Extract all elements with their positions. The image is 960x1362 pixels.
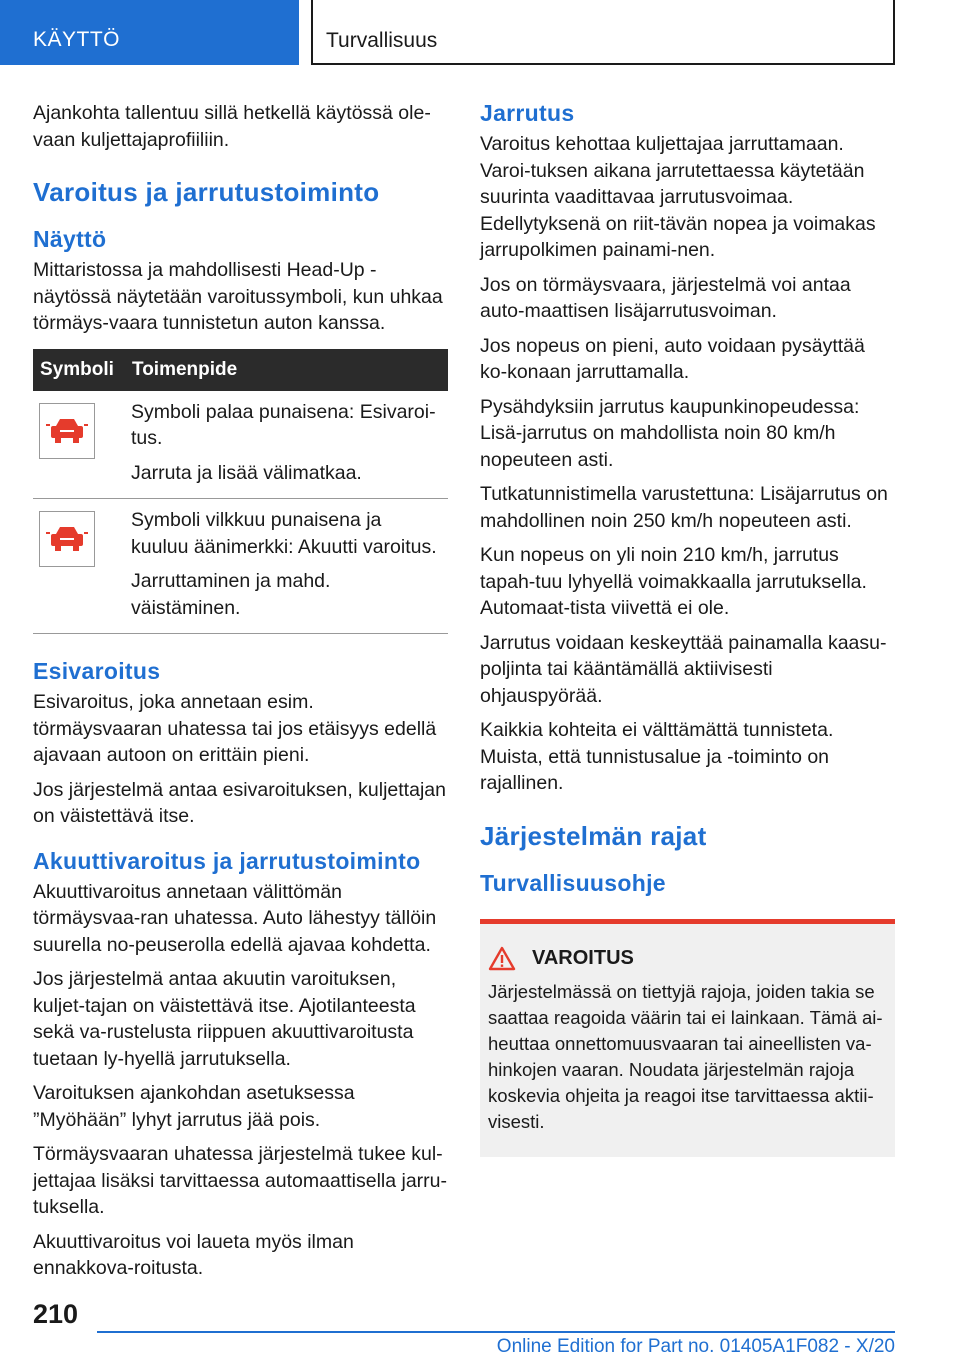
braking-text: Jarrutus voidaan keskeyttää painamalla kaasu-poljinta tai kääntämällä aktiivisesti ohjauspyörää. bbox=[480, 631, 887, 707]
table-row bbox=[33, 391, 448, 499]
page-number: 210 bbox=[33, 1299, 79, 1329]
car-warning-icon bbox=[39, 511, 95, 567]
braking-heading: Jarrutus bbox=[480, 100, 575, 126]
acute-warning-text: Törmäysvaaran uhatessa järjestelmä tukee kul-jettajaa lisäksi tarvittaessa automaattisella jarru-tuksella. bbox=[33, 1143, 448, 1218]
symbol-table bbox=[33, 349, 448, 635]
acute-warning-text: Akuuttivaroitus annetaan välittömän törmäysvaa-ran uhatessa. Auto lähestyy tällöin suurella no-peuserolla edellä ajavaa kohdetta. bbox=[33, 880, 437, 956]
table-header-action: Toimenpide bbox=[125, 349, 448, 391]
table-cell-text: Jarruta ja lisää välimatkaa. bbox=[131, 461, 362, 484]
car-warning-icon bbox=[39, 403, 95, 459]
footer-divider bbox=[97, 1331, 895, 1333]
braking-text: Varoitus kehottaa kuljettajaa jarruttamaan. Varoi-tuksen aikana jarrutettaessa käytetään suurinta vaadittavaa jarrutusvoimaa. Edellytyksenä on riit-tävän nopea ja voimakas jarrupolkimen painami-nen. bbox=[480, 133, 876, 261]
table-header-symbol: Symboli bbox=[33, 349, 125, 391]
table-cell-text: Symboli palaa punaisena: Esivaroi-tus. bbox=[131, 400, 436, 449]
table-row bbox=[33, 499, 448, 634]
warning-text: Järjestelmässä on tiettyjä rajoja, joiden takia se saattaa reagoida väärin tai ei lainkaan. Tämä ai-heuttaa onnettomuusvaaran tai aineellisten va-hinkojen vaaran. Noudata järjestelmän rajoja koskevia ohjeita ja reagoi itse tarvittaessa aktii-visesti. bbox=[488, 980, 883, 1132]
warning-triangle-icon bbox=[488, 946, 516, 971]
acute-warning-text: Akuuttivaroitus voi laueta myös ilman ennakkova-roitusta. bbox=[33, 1230, 354, 1279]
braking-text: Kaikkia kohteita ei välttämättä tunnisteta. Muista, että tunnistusalue ja -toiminto on rajallinen. bbox=[480, 719, 834, 794]
display-heading: Näyttö bbox=[33, 226, 107, 252]
chapter-title: Turvallisuus bbox=[326, 29, 438, 52]
safety-note-heading: Turvallisuusohje bbox=[480, 869, 666, 896]
section-tab bbox=[0, 0, 299, 65]
warning-box bbox=[480, 919, 895, 1157]
chapter-tab bbox=[311, 0, 895, 65]
acute-warning-heading: Akuuttivaroitus ja jarrutustoiminto bbox=[33, 847, 421, 874]
braking-text: Kun nopeus on yli noin 210 km/h, jarrutus tapah-tuu lyhyellä voimakkaalla jarrutuksella. Automaat-tista viivettä ei ole. bbox=[480, 544, 867, 619]
edition-text: Online Edition for Part no. 01405A1F082 - X/20 bbox=[496, 1336, 895, 1357]
left-column bbox=[33, 100, 448, 1290]
braking-text: Jos nopeus on pieni, auto voidaan pysäyttää ko-konaan jarruttamalla. bbox=[480, 334, 865, 383]
right-column bbox=[480, 100, 895, 1157]
table-cell-text: Symboli vilkkuu punaisena ja kuuluu äänimerkki: Akuutti varoitus. bbox=[131, 509, 437, 558]
acute-warning-text: Jos järjestelmä antaa akuutin varoituksen, kuljet-tajan on väistettävä itse. Ajotilanteesta sekä va-rustelusta riippuen akuuttivaroitusta tuetaan ly-hyellä jarrutuksella. bbox=[33, 968, 416, 1070]
section-title: KÄYTTÖ bbox=[33, 28, 121, 51]
system-limits-heading: Järjestelmän rajat bbox=[480, 820, 707, 851]
prewarning-text: Esivaroitus, joka annetaan esim. törmäysvaaran uhatessa tai jos etäisyys edellä ajavaan autoon on erittäin pieni. bbox=[33, 691, 437, 766]
table-cell-text: Jarruttaminen ja mahd. väistäminen. bbox=[131, 570, 331, 619]
intro-text: Ajankohta tallentuu sillä hetkellä käytössä ole-vaan kuljettajaprofiiliin. bbox=[33, 102, 431, 151]
acute-warning-text: Varoituksen ajankohdan asetuksessa ”Myöhään” lyhyt jarrutus jää pois. bbox=[33, 1082, 355, 1131]
prewarning-heading: Esivaroitus bbox=[33, 658, 161, 684]
warning-title: VAROITUS bbox=[532, 946, 634, 969]
display-text: Mittaristossa ja mahdollisesti Head-Up -näytössä näytetään varoitussymboli, kun uhkaa törmäys-vaara tunnistetun auton kanssa. bbox=[33, 259, 443, 334]
braking-text: Jos on törmäysvaara, järjestelmä voi antaa auto-maattisen lisäjarrutusvoiman. bbox=[480, 273, 851, 322]
table-header-row bbox=[33, 349, 448, 391]
braking-text: Tutkatunnistimella varustettuna: Lisäjarrutus on mahdollinen noin 250 km/h nopeuteen asti. bbox=[480, 483, 888, 532]
prewarning-text: Jos järjestelmä antaa esivaroituksen, kuljettajan on väistettävä itse. bbox=[33, 778, 446, 827]
section-heading: Varoitus ja jarrutustoiminto bbox=[33, 177, 380, 207]
braking-text: Pysähdyksiin jarrutus kaupunkinopeudessa: Lisä-jarrutus on mahdollista noin 80 km/h nopeuteen asti. bbox=[480, 395, 860, 471]
